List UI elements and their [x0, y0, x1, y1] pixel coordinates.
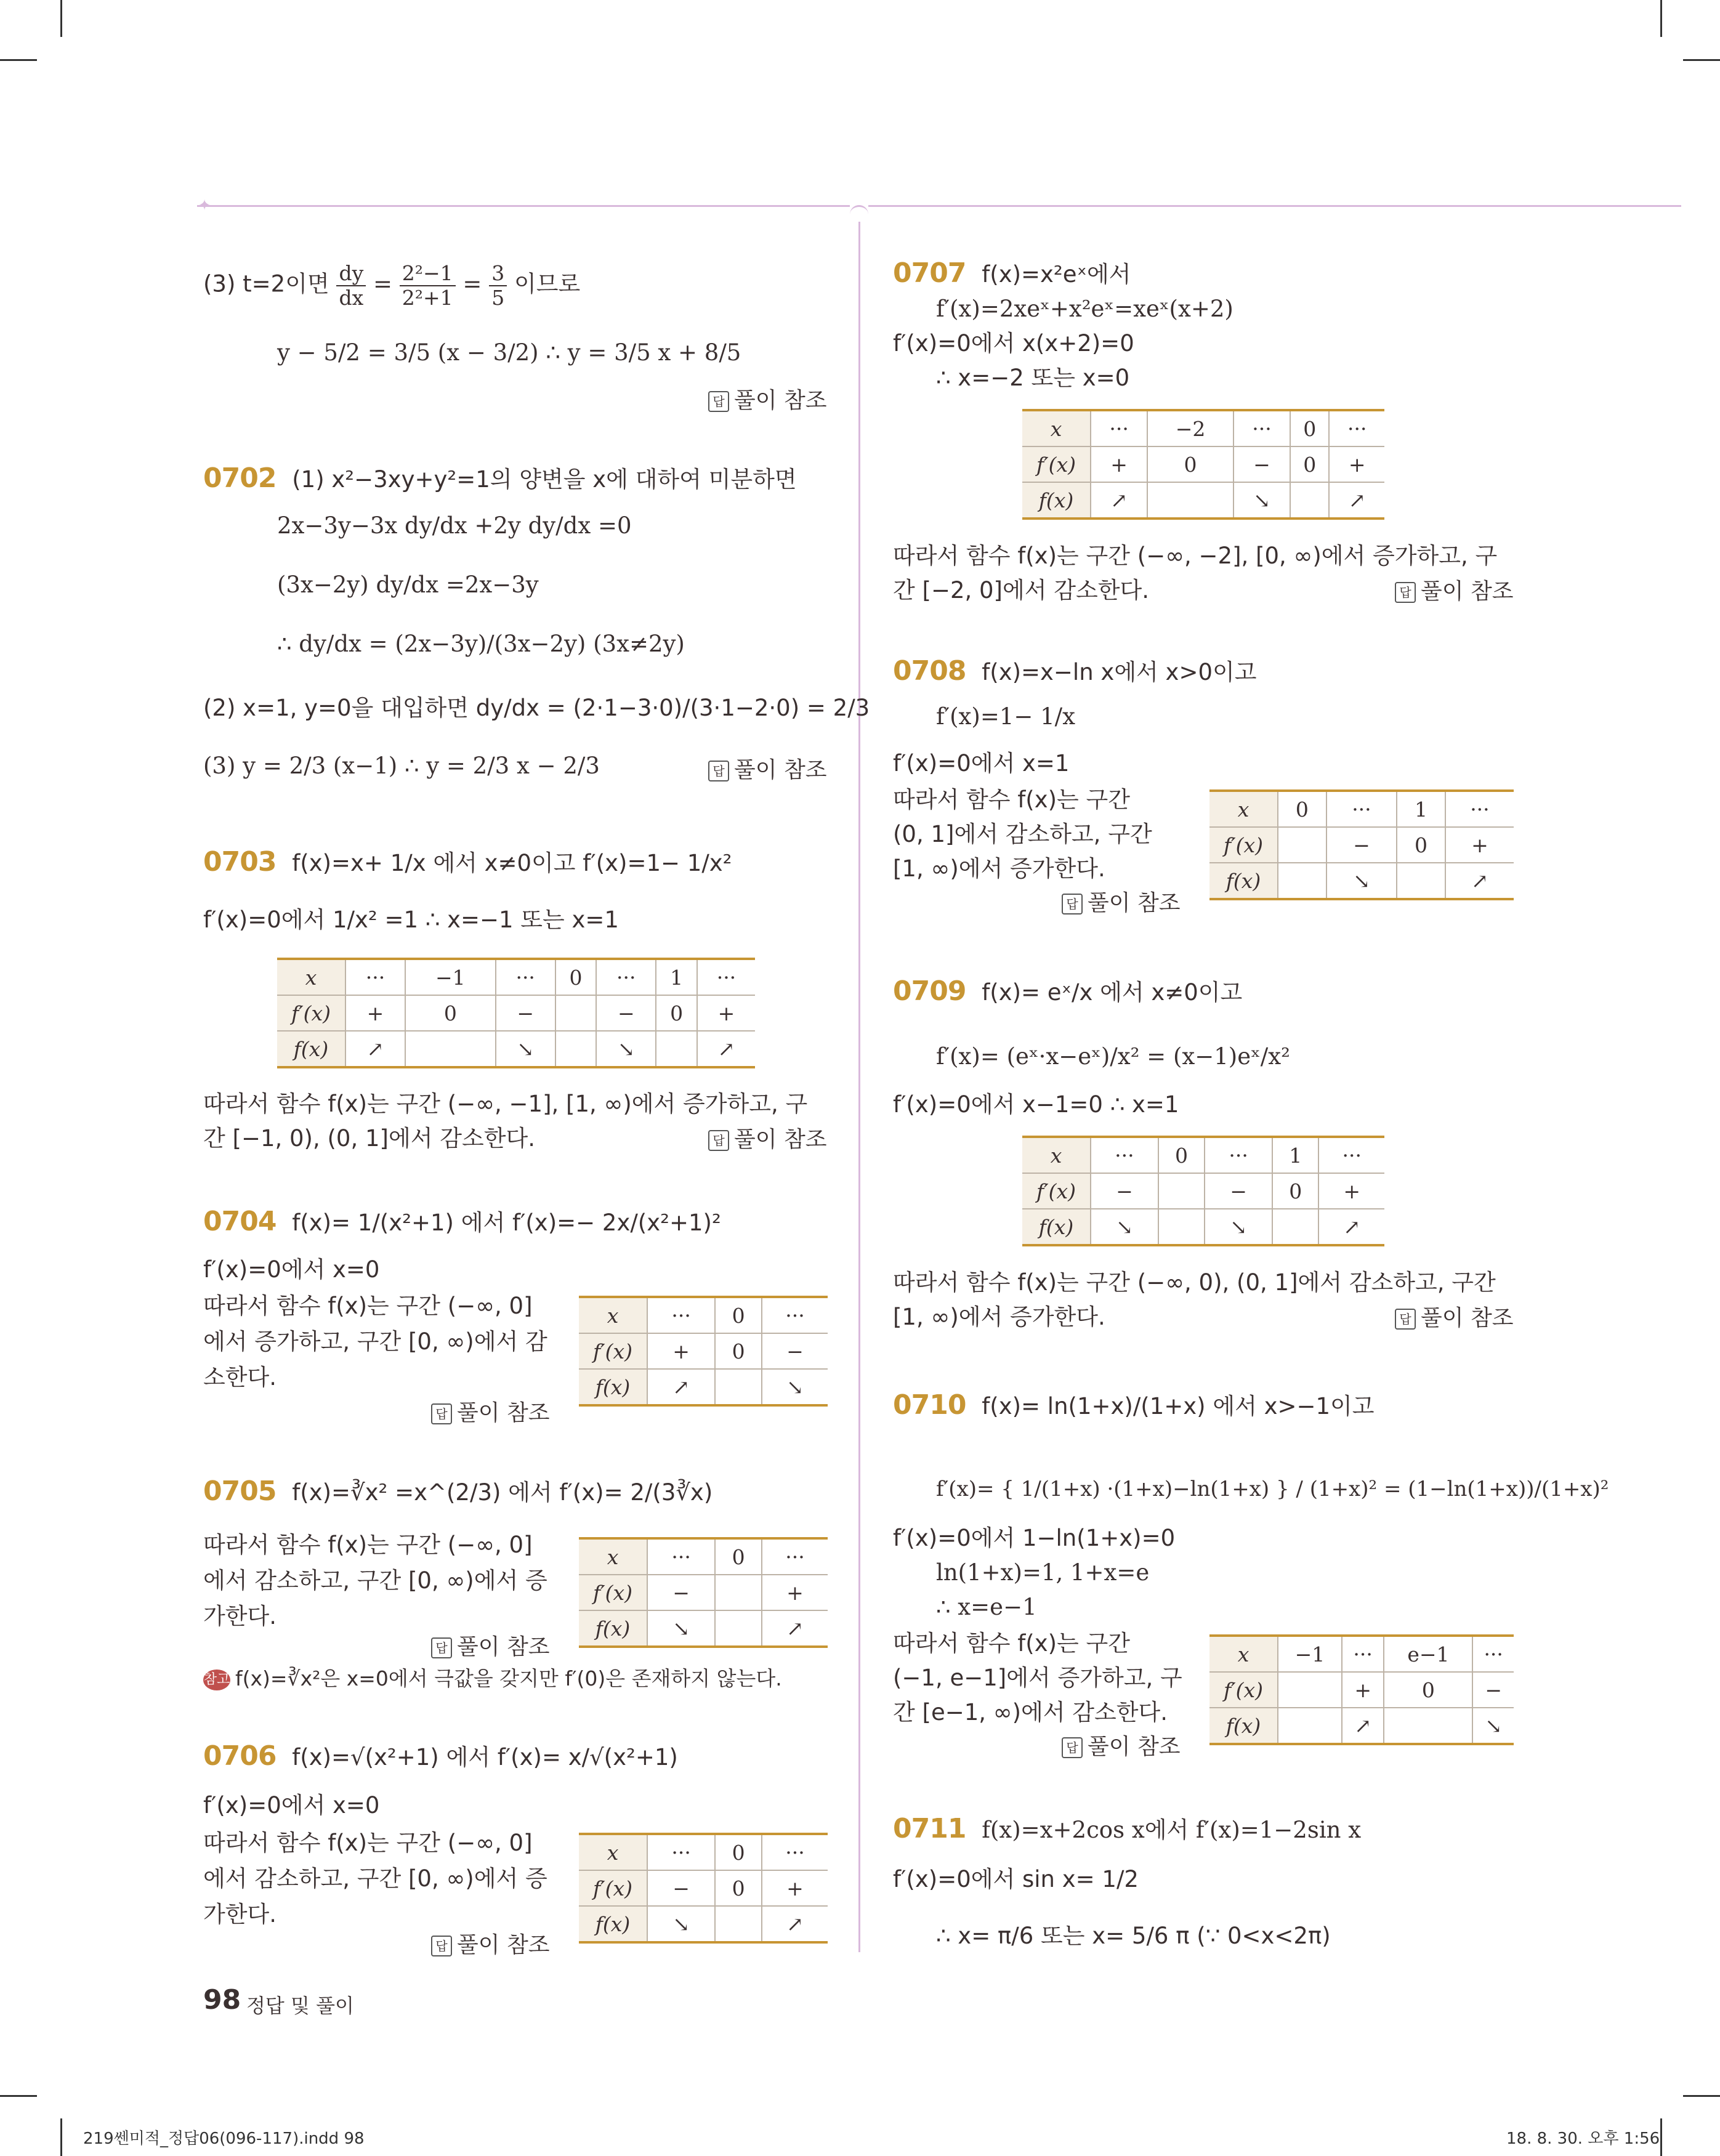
table-row	[579, 1333, 828, 1369]
problem-header	[893, 257, 1131, 292]
sign-table	[1022, 409, 1384, 520]
table-cell: 0	[1290, 446, 1329, 482]
table-cell: 0	[1290, 410, 1329, 446]
table-cell: ↘	[496, 1031, 555, 1067]
fraction: $\frac{dy}{dx}$	[336, 262, 366, 310]
table-cell: ···	[647, 1538, 715, 1575]
table-cell: ···	[647, 1834, 715, 1870]
table-cell: ···	[1326, 791, 1397, 827]
table-cell: 0	[1272, 1173, 1318, 1209]
table-row	[1022, 482, 1384, 519]
table-row	[277, 959, 755, 995]
text-line: 간 [−1, 0), (0, 1]에서 감소한다.	[203, 1125, 535, 1152]
text-line: 가한다.	[203, 1901, 277, 1928]
answer-icon: 답	[708, 1130, 729, 1151]
table-cell: ↘	[1205, 1209, 1272, 1245]
fraction: $\frac{3}{5}$	[489, 262, 507, 310]
answer-ref: 답 풀이 참조	[431, 1629, 550, 1661]
table-row	[1209, 791, 1514, 827]
text-line: (0, 1]에서 감소하고, 구간	[893, 821, 1152, 847]
problem-number: 0702	[203, 462, 277, 494]
table-cell: ↘	[1091, 1209, 1158, 1245]
table-cell: 0	[1384, 1672, 1472, 1708]
problem-number: 0709	[893, 975, 966, 1007]
answer-icon: 답	[708, 761, 729, 781]
table-cell	[1278, 863, 1326, 899]
table-row	[1022, 446, 1384, 482]
table-cell: ···	[762, 1538, 828, 1575]
table-cell: 0	[715, 1333, 762, 1369]
answer-icon: 답	[1395, 582, 1416, 603]
note-text: f(x)=∛x²은 x=0에서 극값을 갖지만 f′(0)은 존재하지 않는다.	[235, 1666, 782, 1690]
text-line: 가한다.	[203, 1603, 277, 1629]
table-row-header: f(x)	[579, 1906, 647, 1942]
equation: (2) x=1, y=0을 대입하면 dy/dx = (2·1−3·0)/(3·1−2·0) = 2/3	[203, 695, 870, 721]
text-line: 에서 증가하고, 구간 [0, ∞)에서 감	[203, 1328, 547, 1355]
page-number: 98	[203, 1984, 241, 2016]
table-row-header: x	[1022, 1137, 1091, 1173]
crop-mark	[60, 0, 62, 37]
table-cell	[1158, 1173, 1205, 1209]
table-row-header: f(x)	[1209, 863, 1278, 899]
equation: ∴ dy/dx = (2x−3y)/(3x−2y) (3x≠2y)	[277, 631, 685, 657]
table-row-header: x	[1022, 410, 1091, 446]
table-row	[579, 1538, 828, 1575]
table-row-header: f′(x)	[1209, 1672, 1278, 1708]
table-cell: +	[1342, 1672, 1384, 1708]
problem-header	[203, 1740, 678, 1775]
table-cell: ↗	[1318, 1209, 1384, 1245]
text-line: (−1, e−1]에서 증가하고, 구	[893, 1665, 1182, 1691]
text-line: 에서 감소하고, 구간 [0, ∞)에서 증	[203, 1865, 547, 1892]
table-cell: +	[345, 995, 405, 1031]
answer-ref: 답 풀이 참조	[431, 1928, 550, 1959]
table-cell: −1	[405, 959, 496, 995]
text-line: 간 [−2, 0]에서 감소한다.	[893, 577, 1149, 604]
table-cell: 0	[1158, 1137, 1205, 1173]
table-cell: ↗	[697, 1031, 755, 1067]
table-cell: ↘	[1233, 482, 1290, 519]
table-row	[579, 1906, 828, 1942]
table-cell: +	[647, 1333, 715, 1369]
table-row-header: x	[1209, 1636, 1278, 1672]
sign-table	[579, 1537, 828, 1648]
table-row-header: f(x)	[1022, 482, 1091, 519]
table-cell	[1278, 827, 1326, 863]
table-cell	[1290, 482, 1329, 519]
equation: 2x−3y−3x dy/dx +2y dy/dx =0	[277, 512, 632, 539]
text-line: 따라서 함수 f(x)는 구간 (−∞, 0]	[203, 1532, 533, 1558]
table-cell: 0	[715, 1834, 762, 1870]
table-cell	[715, 1610, 762, 1647]
crop-mark	[1660, 2118, 1662, 2156]
problem-number: 0708	[893, 655, 966, 687]
table-cell: 0	[405, 995, 496, 1031]
crop-mark	[1683, 2095, 1720, 2097]
text-line: 따라서 함수 f(x)는 구간 (−∞, −1], [1, ∞)에서 증가하고, 구	[203, 1091, 808, 1117]
answer-icon: 답	[1062, 1737, 1083, 1758]
table-cell	[1278, 1672, 1342, 1708]
table-row-header: f(x)	[1209, 1708, 1278, 1744]
table-cell	[1278, 1708, 1342, 1744]
table-row-header: f(x)	[277, 1031, 345, 1067]
table-cell	[656, 1031, 697, 1067]
equation: ln(1+x)=1, 1+x=e	[936, 1559, 1150, 1586]
problem-number: 0705	[203, 1476, 277, 1507]
table-cell: −	[1233, 446, 1290, 482]
sign-table	[579, 1296, 828, 1407]
answer-icon: 답	[1062, 894, 1083, 914]
table-cell: ↗	[1342, 1708, 1384, 1744]
table-cell: ···	[762, 1297, 828, 1333]
table-row	[1209, 1672, 1514, 1708]
equation: f(x)=x²eˣ에서	[982, 261, 1131, 288]
table-cell: 0	[555, 959, 597, 995]
table-cell: 0	[1397, 827, 1445, 863]
table-cell: −	[1472, 1672, 1514, 1708]
table-cell: ···	[1329, 410, 1384, 446]
note-badge: 참고	[203, 1669, 230, 1690]
equation: f′(x)=0에서 sin x= 1/2	[893, 1866, 1139, 1892]
equation: f′(x)= { 1/(1+x) ·(1+x)−ln(1+x) } / (1+x)² = (1−ln(1+x))/(1+x)²	[936, 1477, 1609, 1501]
table-cell	[1397, 863, 1445, 899]
answer-icon: 답	[708, 391, 729, 412]
answer-icon: 답	[431, 1936, 452, 1956]
table-row	[1022, 1209, 1384, 1245]
text-line: 따라서 함수 f(x)는 구간 (−∞, 0]	[203, 1830, 533, 1856]
table-row	[1209, 863, 1514, 899]
table-cell: ···	[1091, 1137, 1158, 1173]
table-cell	[715, 1369, 762, 1405]
table-cell: +	[1329, 446, 1384, 482]
text-line: 간 [e−1, ∞)에서 감소한다.	[893, 1699, 1168, 1726]
table-cell	[1272, 1209, 1318, 1245]
equation: f(x)=x+2cos x에서 f′(x)=1−2sin x	[982, 1817, 1362, 1843]
table-cell: ···	[1342, 1636, 1384, 1672]
equation: f(x)=∛x² =x^(2/3) 에서 f′(x)= 2/(3∛x)	[292, 1479, 713, 1506]
table-cell: ···	[1472, 1636, 1514, 1672]
table-cell: −	[762, 1333, 828, 1369]
table-cell: ↘	[1326, 863, 1397, 899]
table-row	[579, 1575, 828, 1610]
table-row	[579, 1369, 828, 1405]
sign-table	[1209, 1634, 1514, 1745]
table-cell: ···	[1091, 410, 1147, 446]
equation: y − 5/2 = 3/5 (x − 3/2) ∴ y = 3/5 x + 8/5	[277, 339, 741, 366]
text-line: 소한다.	[203, 1364, 277, 1391]
table-row	[1022, 1173, 1384, 1209]
table-row-header: f(x)	[579, 1610, 647, 1647]
table-cell: ···	[697, 959, 755, 995]
table-cell: −	[596, 995, 656, 1031]
table-row	[277, 995, 755, 1031]
table-cell: −	[496, 995, 555, 1031]
equation: ∴ x= π/6 또는 x= 5/6 π (∵ 0<x<2π)	[936, 1923, 1331, 1949]
crop-mark	[0, 2095, 37, 2097]
table-cell: ↗	[1445, 863, 1514, 899]
problem-header	[203, 846, 732, 881]
table-cell: ···	[762, 1834, 828, 1870]
text: (1) x²−3xy+y²=1의 양변을 x에 대하여 미분하면	[292, 466, 797, 493]
table-cell	[555, 1031, 597, 1067]
sign-table	[579, 1833, 828, 1944]
table-cell: 0	[715, 1297, 762, 1333]
equation: f′(x)=0에서 x(x+2)=0	[893, 330, 1134, 357]
table-row-header: f′(x)	[1209, 827, 1278, 863]
equation: f(x)=x+ 1/x 에서 x≠0이고 f′(x)=1− 1/x²	[292, 850, 732, 876]
equation: f′(x)=0에서 x=0	[203, 1256, 380, 1283]
equation: f(x)= eˣ/x 에서 x≠0이고	[982, 979, 1243, 1006]
text-line: 따라서 함수 f(x)는 구간	[893, 786, 1131, 813]
table-cell: ···	[345, 959, 405, 995]
answer-icon: 답	[1395, 1309, 1416, 1330]
table-row	[579, 1297, 828, 1333]
problem-number: 0704	[203, 1206, 277, 1237]
fraction: $\frac{\text{2²−1}}{\text{2²+1}}$	[400, 262, 456, 310]
table-row-header: f(x)	[579, 1369, 647, 1405]
table-cell: ···	[647, 1297, 715, 1333]
equation: f′(x)=0에서 1/x² =1 ∴ x=−1 또는 x=1	[203, 906, 619, 933]
table-row	[579, 1870, 828, 1906]
table-cell: −2	[1147, 410, 1233, 446]
equation: (3x−2y) dy/dx =2x−3y	[277, 571, 539, 598]
table-cell: ↘	[647, 1906, 715, 1942]
table-cell: ···	[1233, 410, 1290, 446]
table-row-header: f′(x)	[579, 1870, 647, 1906]
table-cell: −	[1326, 827, 1397, 863]
problem-header	[893, 1813, 1361, 1847]
table-row-header: x	[1209, 791, 1278, 827]
equation: f(x)=x−ln x에서 x>0이고	[982, 659, 1257, 685]
table-row-header: x	[579, 1538, 647, 1575]
answer-icon: 답	[431, 1637, 452, 1658]
table-row-header: f′(x)	[1022, 1173, 1091, 1209]
problem-number: 0703	[203, 846, 277, 878]
table-cell: ↘	[1472, 1708, 1514, 1744]
equation: f′(x)=0에서 1−ln(1+x)=0	[893, 1525, 1176, 1551]
problem-number: 0706	[203, 1740, 277, 1772]
problem-header	[203, 1476, 713, 1510]
text-line: 따라서 함수 f(x)는 구간 (−∞, 0), (0, 1]에서 감소하고, 구간	[893, 1269, 1496, 1296]
table-row	[1022, 1137, 1384, 1173]
problem-number: 0711	[893, 1813, 966, 1844]
table-cell: −	[1205, 1173, 1272, 1209]
equation: ∴ x=−2 또는 x=0	[936, 365, 1130, 391]
table-cell	[405, 1031, 496, 1067]
table-row	[1209, 1708, 1514, 1744]
table-cell	[715, 1575, 762, 1610]
equation: ∴ x=e−1	[936, 1594, 1037, 1620]
table-cell: +	[1445, 827, 1514, 863]
print-timestamp: 18. 8. 30. 오후 1:56	[1506, 2130, 1660, 2148]
text-line: 따라서 함수 f(x)는 구간 (−∞, 0]	[203, 1293, 533, 1319]
problem-number: 0707	[893, 257, 966, 289]
table-cell: +	[1318, 1173, 1384, 1209]
problem-header	[893, 1389, 1375, 1424]
text-line: 에서 감소하고, 구간 [0, ∞)에서 증	[203, 1567, 547, 1594]
table-row-header: f′(x)	[1022, 446, 1091, 482]
answer-icon: 답	[431, 1403, 452, 1424]
table-cell: +	[762, 1575, 828, 1610]
table-cell: 0	[1147, 446, 1233, 482]
table-row-header: x	[579, 1834, 647, 1870]
table-row-header: f(x)	[1022, 1209, 1091, 1245]
table-cell: ↗	[762, 1610, 828, 1647]
answer-ref: 답 풀이 참조	[1395, 574, 1514, 605]
equation: f(x)= 1/(x²+1) 에서 f′(x)=− 2x/(x²+1)²	[292, 1209, 721, 1236]
text: (3) t=2이면	[203, 270, 329, 297]
table-cell	[555, 995, 597, 1031]
table-cell: 1	[1272, 1137, 1318, 1173]
table-cell: 1	[1397, 791, 1445, 827]
table-cell: e−1	[1384, 1636, 1472, 1672]
crop-mark	[1683, 59, 1720, 61]
equation: (3) y = 2/3 (x−1) ∴ y = 2/3 x − 2/3	[203, 753, 600, 779]
table-cell: −	[647, 1870, 715, 1906]
table-cell: −	[1091, 1173, 1158, 1209]
answer-ref: 답 풀이 참조	[1062, 886, 1181, 917]
table-row-header: f′(x)	[579, 1333, 647, 1369]
table-cell	[1158, 1209, 1205, 1245]
table-cell: −1	[1278, 1636, 1342, 1672]
table-row-header: f′(x)	[579, 1575, 647, 1610]
equation: f′(x)=1− 1/x	[936, 703, 1076, 730]
table-cell: ↗	[647, 1369, 715, 1405]
text-line: 따라서 함수 f(x)는 구간	[893, 1630, 1131, 1657]
table-row-header: x	[579, 1297, 647, 1333]
table-row-header: f′(x)	[277, 995, 345, 1031]
table-cell: ···	[1318, 1137, 1384, 1173]
table-row	[579, 1610, 828, 1647]
table-cell: ···	[596, 959, 656, 995]
column-divider	[858, 222, 860, 1952]
crop-mark	[0, 59, 37, 61]
answer-ref: 답 풀이 참조	[1395, 1301, 1514, 1332]
answer-ref: 답 풀이 참조	[708, 383, 827, 414]
equation: f′(x)=0에서 x−1=0 ∴ x=1	[893, 1091, 1179, 1118]
problem-header	[893, 655, 1256, 690]
answer-ref: 답 풀이 참조	[708, 753, 827, 784]
table-cell: +	[697, 995, 755, 1031]
sign-table	[1022, 1136, 1384, 1246]
table-row	[1209, 1636, 1514, 1672]
problem-number: 0710	[893, 1389, 966, 1421]
table-cell: +	[1091, 446, 1147, 482]
table-cell: 1	[656, 959, 697, 995]
table-cell: 0	[715, 1870, 762, 1906]
table-cell: 0	[656, 995, 697, 1031]
table-cell: ···	[1205, 1137, 1272, 1173]
equation: f′(x)=0에서 x=0	[203, 1792, 380, 1819]
table-cell: ···	[1445, 791, 1514, 827]
star-icon: ✦	[198, 196, 211, 214]
table-cell	[715, 1906, 762, 1942]
sign-table	[1209, 789, 1514, 900]
table-cell	[1147, 482, 1233, 519]
table-cell: 0	[715, 1538, 762, 1575]
header-rule	[197, 205, 850, 207]
table-cell	[1384, 1708, 1472, 1744]
table-row	[277, 1031, 755, 1067]
reference-note	[203, 1663, 782, 1692]
page-label: 정답 및 풀이	[246, 1994, 354, 2017]
header-rule	[868, 205, 1681, 207]
table-cell: ↗	[1329, 482, 1384, 519]
text-line: (3) t=2이면 $\frac{dy}{dx}$ = $\frac{\text{2²−1}}{\text{2²+1}}$ = $\frac{3}{5}$ 이므로	[203, 261, 581, 310]
table-cell: ↘	[596, 1031, 656, 1067]
file-info: 219쎈미적_정답06(096-117).indd 98	[83, 2130, 365, 2148]
crop-mark	[60, 2118, 62, 2156]
table-cell: −	[647, 1575, 715, 1610]
text-line: [1, ∞)에서 증가한다.	[893, 855, 1105, 882]
table-cell: ↗	[1091, 482, 1147, 519]
text-line: 따라서 함수 f(x)는 구간 (−∞, −2], [0, ∞)에서 증가하고, 구	[893, 543, 1498, 569]
problem-header	[893, 975, 1242, 1010]
problem-header	[203, 1206, 721, 1240]
problem-header	[203, 461, 797, 494]
sign-table	[277, 958, 755, 1068]
table-cell: +	[762, 1870, 828, 1906]
table-cell: 0	[1278, 791, 1326, 827]
answer-ref: 답 풀이 참조	[708, 1122, 827, 1153]
table-cell: ↗	[345, 1031, 405, 1067]
equation: f(x)= ln(1+x)/(1+x) 에서 x>−1이고	[982, 1393, 1375, 1419]
equation: f′(x)=2xeˣ+x²eˣ=xeˣ(x+2)	[936, 296, 1233, 322]
equation: f(x)=√(x²+1) 에서 f′(x)= x/√(x²+1)	[292, 1744, 678, 1770]
table-cell: ↗	[762, 1906, 828, 1942]
equation: f′(x)=0에서 x=1	[893, 750, 1070, 777]
table-row	[579, 1834, 828, 1870]
table-row	[1209, 827, 1514, 863]
equation: f′(x)= (eˣ·x−eˣ)/x² = (x−1)eˣ/x²	[936, 1043, 1290, 1070]
table-row-header: x	[277, 959, 345, 995]
table-cell: ···	[496, 959, 555, 995]
table-row	[1022, 410, 1384, 446]
crop-mark	[1660, 0, 1662, 37]
table-cell: ↘	[762, 1369, 828, 1405]
text-line: [1, ∞)에서 증가한다.	[893, 1304, 1105, 1330]
answer-ref: 답 풀이 참조	[431, 1395, 550, 1427]
answer-ref: 답 풀이 참조	[1062, 1729, 1181, 1761]
table-cell: ↘	[647, 1610, 715, 1647]
